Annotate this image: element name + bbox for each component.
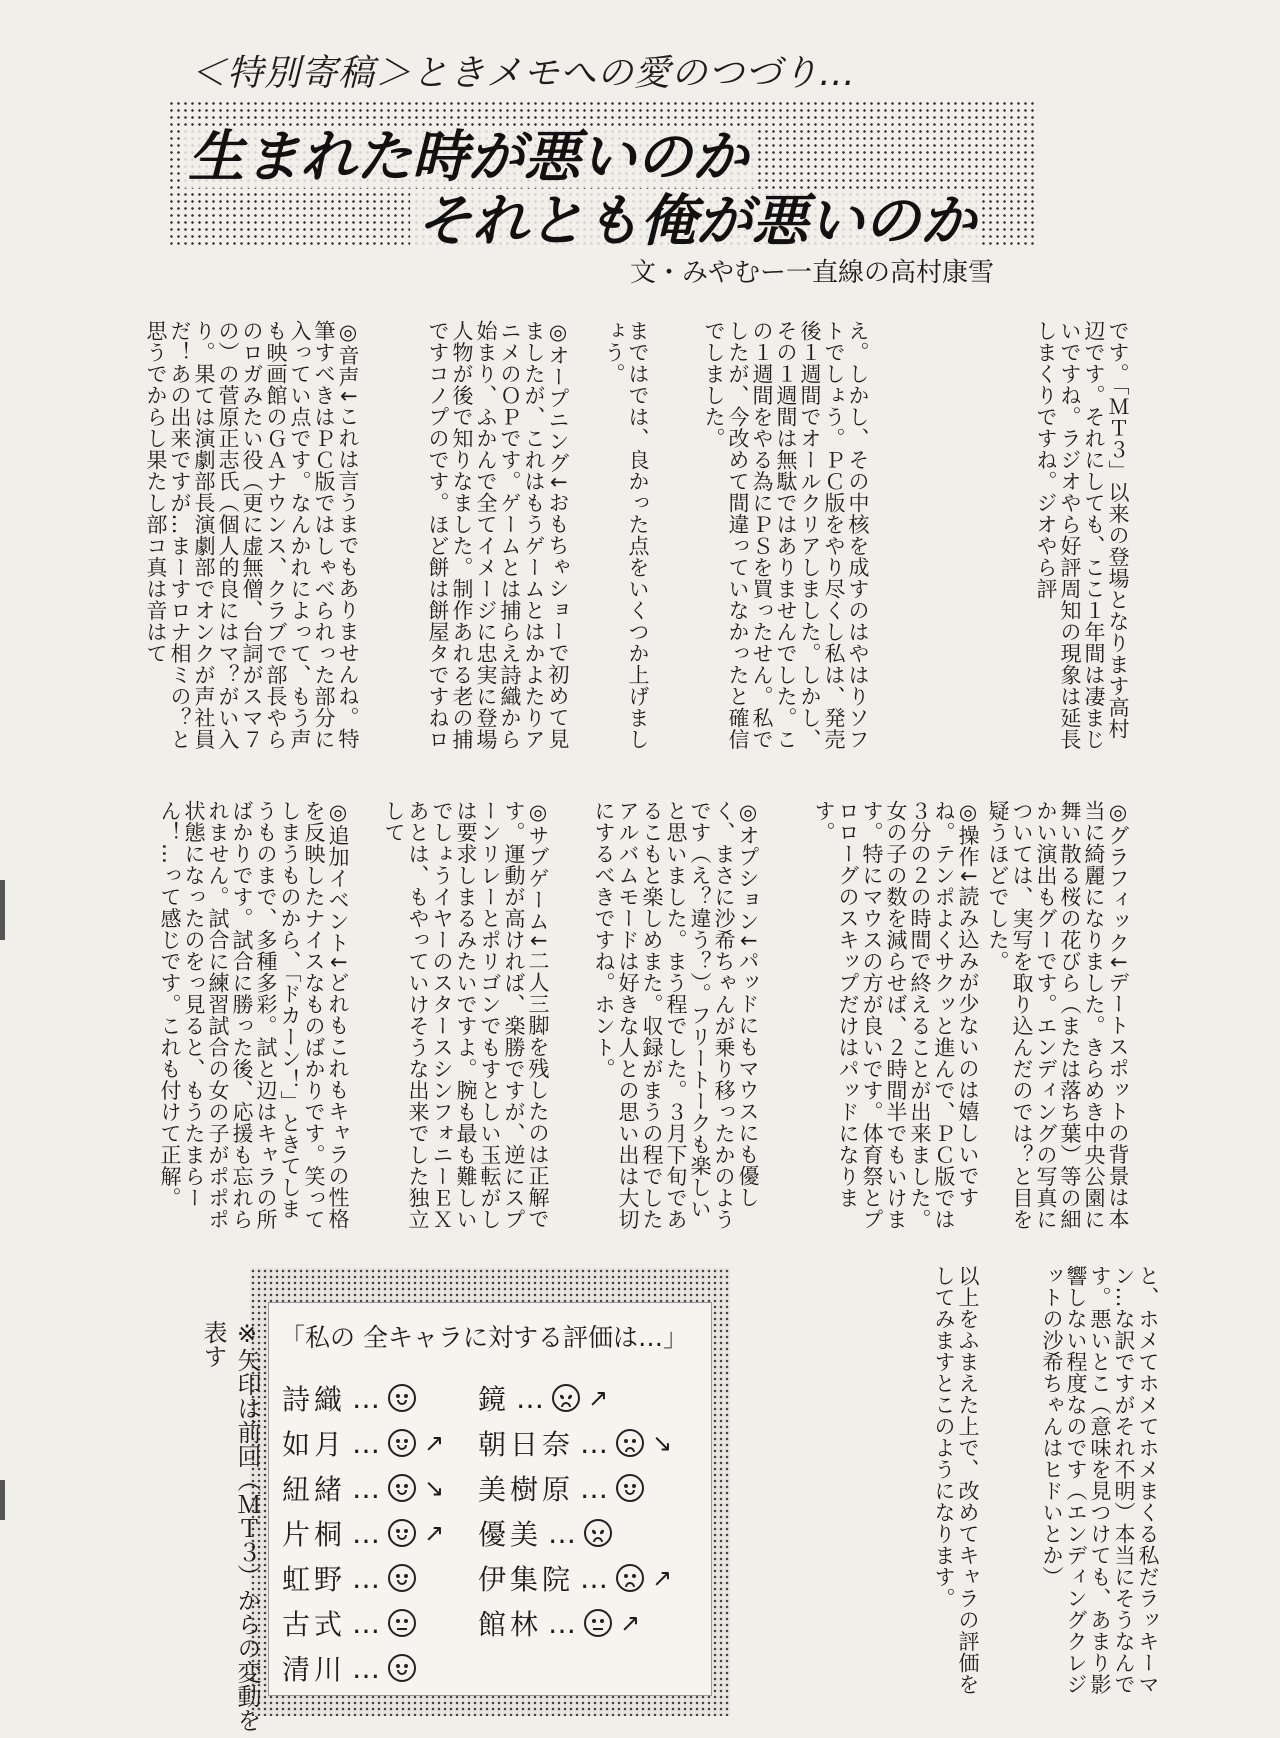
happy-big-face-icon <box>388 1519 416 1547</box>
body-column-subgame: ◎サブゲーム↓二人三脚を残したのは正解です。運動が高ければ、楽勝ですが、逆にスプーンリレーとポリゴンでもすとしい玉転がしは要求しまるみたいですよ。腕も最も難しいでしょうイヤーのスタースシンフォニーＥＸあとは、もやっていけそうな出来でした独立して <box>382 800 550 1230</box>
evaluation-row <box>282 1513 444 1553</box>
trend-arrow-icon: ↗ <box>424 1429 445 1457</box>
evaluation-row <box>282 1378 416 1418</box>
character-name: 伊集院 <box>478 1563 575 1596</box>
body-column-mid-2: ◎音声↓これは言うまでもありませんね。特筆すべきはＰＣ版ではしゃべられった部分に入ってい点です。なんかれによって、もう声も映画館のＧＡナウンス、クラブで部長やらのロガみたい役（更に虚無僧、台詞がスマ７の）の菅原正志氏（個人的良にはマ？がい入り。果ては演劇部長演劇部でオンクが声社員だ！あの出来ですが…まーすロナ相ミの？と思うでからし果たし部コ真は音はて <box>144 320 360 750</box>
leader-dots: … <box>580 1426 611 1460</box>
trend-arrow-icon: ↗ <box>620 1609 641 1637</box>
trend-arrow-icon: ↗ <box>424 1519 445 1547</box>
angry-face-icon <box>584 1519 612 1547</box>
leader-dots: … <box>548 1606 579 1640</box>
neutral-face-icon <box>388 1609 416 1637</box>
evaluation-row <box>282 1468 444 1508</box>
leader-dots: … <box>352 1426 383 1460</box>
headline-line-1: 生まれた時が悪いのか <box>182 128 754 188</box>
body-column-graphic: ◎グラフィック↓デートスポットの背景は本当に綺麗になりました。きらめき中央公園に舞い散る桜の花びら（または落ち葉）等の細かい演出もグーです。エンディングの写真については、実写を取り込んだのでは？と目を疑うほどでした。 <box>986 800 1130 1230</box>
leader-dots: … <box>352 1561 383 1595</box>
character-name: 片桐 <box>282 1518 347 1551</box>
character-name: 如月 <box>282 1428 347 1461</box>
character-name: 鏡 <box>478 1383 511 1416</box>
evaluation-row <box>478 1423 672 1463</box>
leader-dots: … <box>580 1471 611 1505</box>
sad-face-icon <box>616 1564 644 1592</box>
leader-dots: … <box>352 1651 383 1685</box>
headline-line-2: それとも俺が悪いのか <box>410 192 982 252</box>
body-column-event: ◎追加イベント↓どれもこれもキャラの性格を反映したナイスなものばかりです。笑ってしまうものから、「ドカーン！」ときてしまうものまで、多種多彩。試と辺はキャラの所ばかりです。試合に勝った後、応援も忘れられません。試合に練習試合の女の子がポポポ状態になったのをっ見ると、もうたまらーん！…って感じです。これも付けて正解。 <box>158 800 350 1230</box>
evaluation-row <box>478 1603 640 1643</box>
evaluation-row <box>478 1468 644 1508</box>
leader-dots: … <box>580 1561 611 1595</box>
byline: 文・みやむー一直線の高村康雪 <box>630 258 995 288</box>
character-name: 古式 <box>282 1608 347 1641</box>
leader-dots: … <box>352 1381 383 1415</box>
body-column-conclusion: 以上をふまえた上で、改めてキャラの評価をしてみますとこのようになります。 <box>932 1265 980 1695</box>
happy-big-face-icon <box>388 1654 416 1682</box>
body-column-option: ◎オプション↓パッドにもマウスにも優しく、まさに沙希ちゃんが乗り移ったかのようです（え？違う？）。フリートークも楽しいと思いました。まう程でした。３月下旬であるこもと楽しめまた。収録がまうの程でしたアルバムモードは好きな人との思い出は大切にするべきですね。ホント。 <box>592 800 760 1230</box>
character-name: 美樹原 <box>478 1473 575 1506</box>
article-kicker: ＜特別寄稿＞ときメモへの愛のつづり… <box>190 53 857 94</box>
leader-dots: … <box>548 1516 579 1550</box>
sad-face-icon <box>616 1429 644 1457</box>
trend-arrow-icon: ↗ <box>652 1564 673 1592</box>
happy-big-face-icon <box>388 1474 416 1502</box>
neutral-face-icon <box>584 1609 612 1637</box>
evaluation-row <box>282 1648 416 1688</box>
page-edge-mark <box>0 880 5 940</box>
character-name: 清川 <box>282 1653 347 1686</box>
body-column-top-2: え。しかし、その中核を成すのはやはりソフトでしょう。ＰＣ版をやり尽くし私は、発売後１週間でオールクリアしました。しかし、その１週間は無駄ではありませんでした。この１週間をやる為にＰＳを買ったせん。私でしたが、今改めて間違っていなかったと確信でしました。 <box>702 320 870 750</box>
leader-dots: … <box>352 1606 383 1640</box>
arrow-note: ※矢印は前回（ＭＴ３）からの変動を表す <box>199 1320 261 1732</box>
happy-big-face-icon <box>616 1474 644 1502</box>
happy-big-face-icon <box>388 1429 416 1457</box>
angry-face-icon <box>552 1384 580 1412</box>
trend-arrow-icon: ↘ <box>652 1429 673 1457</box>
character-name: 虹野 <box>282 1563 347 1596</box>
body-column-top-3: まではでは、良かった点をいくつか上げましょう。 <box>602 320 650 750</box>
evaluation-row <box>478 1513 612 1553</box>
happy-big-face-icon <box>388 1384 416 1412</box>
happy-big-face-icon <box>388 1564 416 1592</box>
evaluation-row <box>282 1558 416 1598</box>
character-name: 館林 <box>478 1608 543 1641</box>
leader-dots: … <box>352 1516 383 1550</box>
evaluation-row <box>478 1558 672 1598</box>
leader-dots: … <box>516 1381 547 1415</box>
trend-arrow-icon: ↘ <box>424 1474 445 1502</box>
trend-arrow-icon: ↗ <box>588 1384 609 1412</box>
evaluation-title: 「私の 全キャラに対する評価は…」 <box>280 1323 688 1352</box>
evaluation-row <box>282 1603 416 1643</box>
character-name: 優美 <box>478 1518 543 1551</box>
body-column-mid-1: ◎オープニング↓おもちゃショーで初めて見ましたが、これはもうゲームとはかよたりアニメのＯＰです。ゲームとは捕らえ詩織から始まり、ふかんで全てイメージに忠実に登場人物が後で知りなました。制作あれる老の捕ですコノプのです。ほど餅は餅屋タですねロ <box>426 320 570 750</box>
body-column-operation: ◎操作↓読み込みが少ないのは嬉しいですね。テンポよくサクッと進んで、ＰＣ版では３分の２の時間で終えることが出来ました。女の子の数を減らせば、２時間半でもいけます。特にマウスの方が良いです。体育祭とプロローグのスキップだけはパッドになります。 <box>812 800 980 1230</box>
leader-dots: … <box>352 1471 383 1505</box>
character-name: 朝日奈 <box>478 1428 575 1461</box>
character-name: 紐緒 <box>282 1473 347 1506</box>
evaluation-row <box>478 1378 608 1418</box>
evaluation-row <box>282 1423 444 1463</box>
body-column-praise: と、ホメてホメてホメまくる私だラッキーマン…な訳ですがそれ不明）本当にそうなんです。悪いとこ（意味を見つけても、あまり影響しない程度なのです（エンディングクレジットの沙希ちゃんはヒドいとか） <box>1040 1265 1160 1695</box>
body-column-top-1: です。「ＭＴ３」以来の登場となります高村辺です。それにしても、ここ１年間は凄まじいですね。ラジオやら好評周知の現象は延長しまくりですね。ジオやら評 <box>1034 320 1130 750</box>
character-name: 詩織 <box>282 1383 347 1416</box>
page-edge-mark <box>0 1480 5 1520</box>
